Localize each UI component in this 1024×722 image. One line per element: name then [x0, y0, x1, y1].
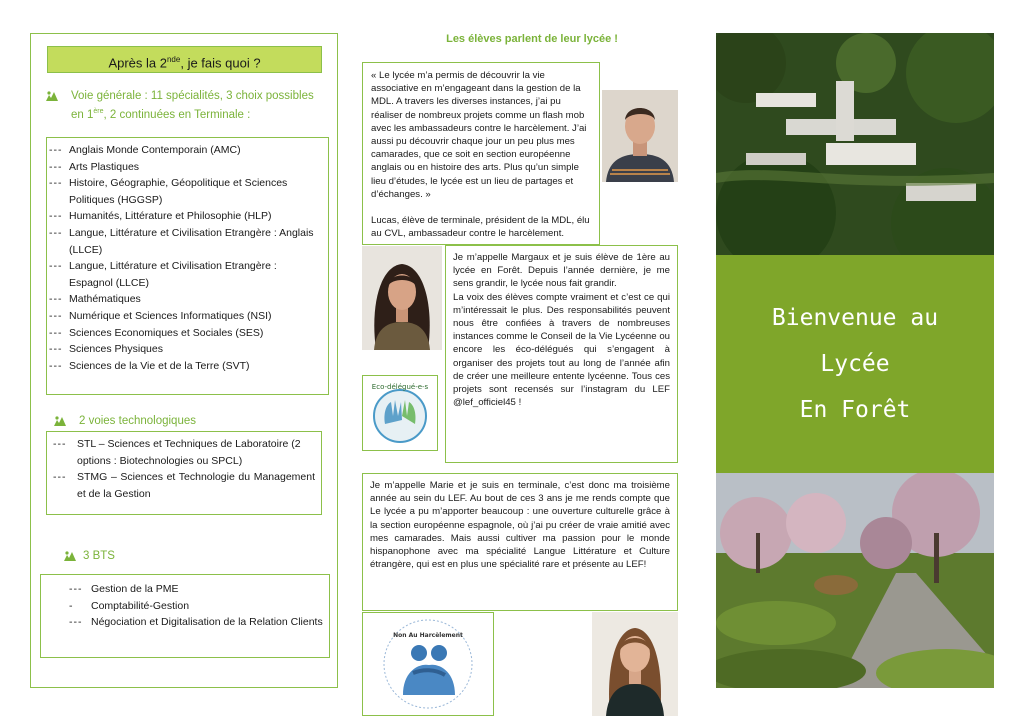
bts-heading: 3 BTS [63, 548, 263, 564]
bullet-icon [53, 415, 67, 427]
welcome-line-3: En Forêt [799, 397, 911, 423]
list-item: --- Arts Plastiques [49, 160, 140, 173]
list-item: --- STMG – Sciences et Technologie du Management et de la Gestion [53, 471, 315, 500]
list-item: --- Numérique et Sciences Informatiques (NSI) [49, 309, 272, 322]
list-item: --- Mathématiques [49, 293, 141, 306]
marie-testimonial [362, 473, 678, 611]
orientation-panel [30, 33, 338, 688]
list-item: --- Sciences de la Vie et de la Terre (SVT) [49, 359, 250, 372]
welcome-banner [716, 255, 994, 473]
campus-aerial-photo [716, 33, 994, 255]
list-item: --- Sciences Physiques [49, 343, 163, 356]
voies-techno-heading: 2 voies technologiques [53, 413, 313, 429]
voie-generale-heading: Voie générale : 11 spécialités, 3 choix possibles en 1ère, 2 continuées en Terminale : [45, 88, 315, 123]
list-item: --- Négociation et Digitalisation de la Relation Clients [69, 616, 323, 629]
list-item: - Comptabilité-Gestion [69, 599, 190, 612]
margaux-testimonial [445, 245, 678, 463]
svg-text:Eco-délégué-e-s: Eco-délégué-e-s [371, 383, 429, 391]
bullet-icon [63, 550, 77, 562]
list-item: --- Gestion de la PME [69, 583, 179, 595]
eco-delegues-logo [362, 375, 438, 451]
margaux-paragraph-2: La voix des élèves compte vraiment et c’est ce qui m’intéressait le plus. Des responsabilités peuvent nous être confiées à travers de nombreuses instances comme le Conseil de la Vie Lycéenne ou encore les éco-délégués qui s’engagent à organiser des projets tout au long de l’année afin de créer une meilleure entente lycéenne. Tous ces projets sont recensés sur l’instagram du LEF @lef_officiel45 ! [453, 291, 670, 409]
list-item: --- Histoire, Géographie, Géopolitique et Sciences Politiques (HGGSP) [49, 177, 288, 206]
margaux-paragraph-1: Je m’appelle Margaux et je suis élève de 1ère au lycée en Forêt. Depuis l’année dernière, je me sens grandir, le lycée nous fait grandir. [453, 252, 670, 290]
list-item: --- Langue, Littérature et Civilisation Etrangère : Anglais (LLCE) [49, 226, 314, 256]
list-item: --- Sciences Economiques et Sociales (SES) [49, 326, 264, 339]
voies-techno-list [46, 431, 322, 515]
lucas-photo [602, 90, 678, 182]
non-au-harcelement-logo [362, 612, 494, 716]
list-item: --- Langue, Littérature et Civilisation Etrangère : Espagnol (LLCE) [49, 260, 277, 289]
margaux-photo [362, 246, 442, 350]
lucas-signature: Lucas, élève de terminale, président de la MDL, élu au CVL, ambassadeur contre le harcèlement. [371, 215, 590, 240]
marie-text: Je m’appelle Marie et je suis en terminale, c’est donc ma troisième année au sein du LEF. Au bout de ces 3 ans je me rends compte que Le lycée a pu m’apporter beaucoup : une ouverture culturelle grâce à la section européenne espagnole, où j’ai pu créer de vraie amitié avec mes camarades. Mais aussi cultiver ma passion pour le monde hispanophone avec ma spécialité Langue Littérature et Culture étrangère, qui est en plus une spécialité rare et présente au LEF! [370, 480, 670, 571]
list-item: --- Humanités, Littérature et Philosophie (HLP) [49, 210, 272, 223]
lucas-quote: « Le lycée m’a permis de découvrir la vie associative en m’engageant dans la gestion de la MDL. A travers les diverses instances, j’ai pu réaliser de nombreux projets comme un flash mob avec les ambassadeurs contre le harcèlement. J’ai aussi pu découvrir chaque jour un peu plus mes camarades, que ce soit en section européenne anglais ou en histoire des arts. Plus qu’un simple lieu d’études, le lycée est un lieu de partages et d’échanges. » [371, 70, 587, 200]
campus-garden-photo [716, 473, 994, 688]
testimonials-title: Les élèves parlent de leur lycée ! [446, 33, 618, 45]
specialites-list [46, 137, 329, 395]
list-item: --- STL – Sciences et Techniques de Laboratoire (2 options : Biotechnologies ou SPCL) [53, 438, 301, 467]
orientation-title: Après la 2nde, je fais quoi ? [47, 46, 322, 73]
welcome-line-2: Lycée [820, 351, 890, 377]
lucas-testimonial [362, 62, 600, 245]
svg-text:Non Au Harcèlement: Non Au Harcèlement [393, 632, 463, 639]
marie-photo [592, 612, 678, 716]
bullet-icon [45, 90, 59, 102]
welcome-line-1: Bienvenue au [771, 305, 939, 331]
bts-list [40, 574, 330, 658]
list-item: --- Anglais Monde Contemporain (AMC) [49, 144, 241, 156]
